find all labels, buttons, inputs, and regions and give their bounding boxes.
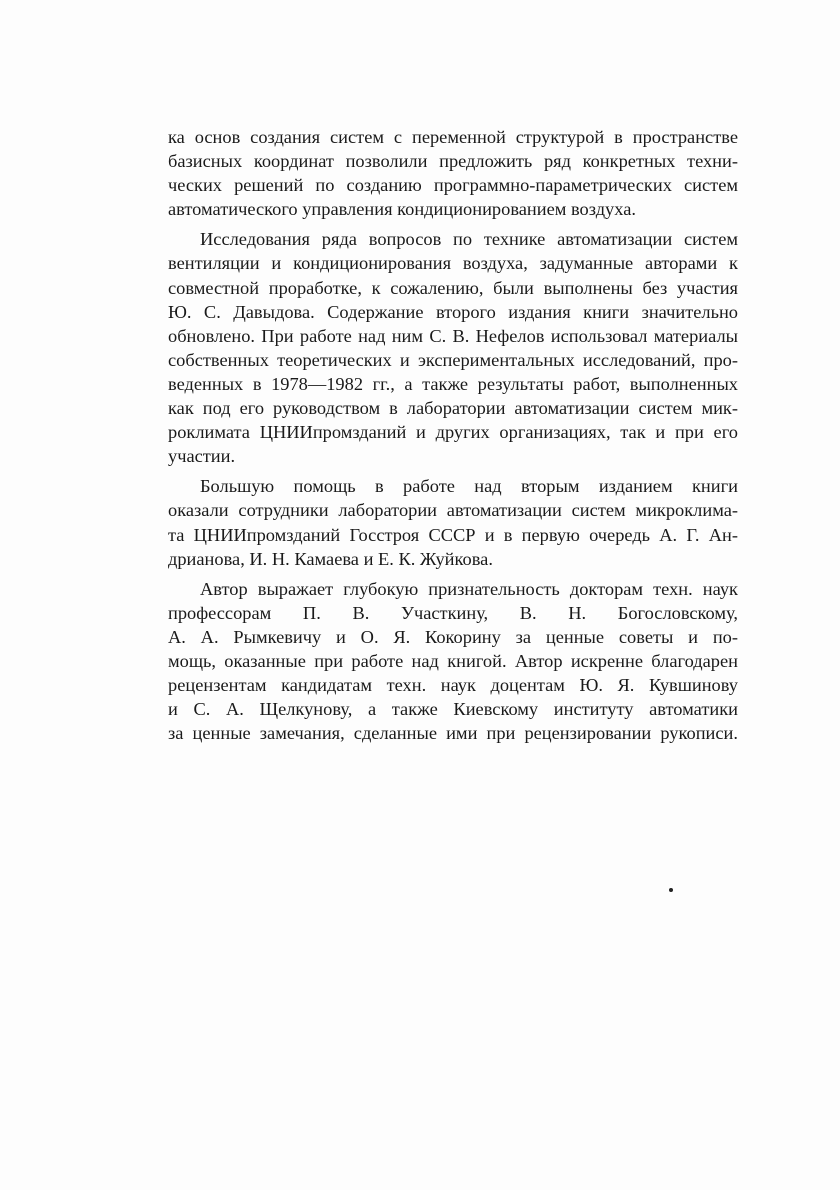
text-line: ка основ создания систем с переменной структурой в пространстве bbox=[168, 127, 738, 147]
text-line: ческих решений по созданию программно-параметрических систем bbox=[168, 175, 738, 196]
paragraph-2 bbox=[168, 227, 738, 468]
text-line: Исследования ряда вопросов по технике автоматизации систем bbox=[200, 229, 738, 250]
text-line: оказали сотрудники лаборатории автоматизации систем микроклима- bbox=[168, 500, 738, 521]
paragraph-3 bbox=[168, 474, 738, 570]
text-line: Автор выражает глубокую признательность докторам техн. наук bbox=[200, 578, 738, 599]
text-line: участии. bbox=[168, 446, 236, 467]
text-line: мощь, оказанные при работе над книгой. Автор искренне благодарен bbox=[168, 650, 738, 671]
text-line: профессорам П. В. Участкину, В. Н. Богословскому, bbox=[168, 602, 738, 623]
text-line: Большую помощь в работе над вторым изданием книги bbox=[200, 476, 738, 497]
text-line: веденных в 1978—1982 гг., а также результаты работ, выполненных bbox=[168, 373, 738, 394]
text-line: как под его руководством в лаборатории автоматизации систем мик- bbox=[168, 398, 738, 419]
text-line: Ю. С. Давыдова. Содержание второго издания книги значительно bbox=[168, 301, 738, 322]
text-line: собственных теоретических и экспериментальных исследований, про- bbox=[168, 349, 738, 370]
text-line: обновлено. При работе над ним С. В. Нефелов использовал материалы bbox=[168, 325, 738, 346]
text-line: вентиляции и кондиционирования воздуха, задуманные авторами к bbox=[168, 253, 738, 274]
paragraph-1 bbox=[168, 125, 738, 221]
text-line: автоматического управления кондиционированием воздуха. bbox=[168, 199, 636, 220]
body-text bbox=[168, 125, 738, 751]
text-line: роклимата ЦНИИпромзданий и других организациях, так и при его bbox=[168, 422, 738, 443]
text-line: та ЦНИИпромзданий Госстроя СССР и в первую очередь А. Г. Ан- bbox=[168, 524, 738, 545]
text-line: совместной проработке, к сожалению, были выполнены без участия bbox=[168, 277, 738, 298]
stray-dot-mark bbox=[669, 888, 673, 892]
text-line: базисных координат позволили предложить ряд конкретных техни- bbox=[168, 151, 738, 172]
text-line: и С. А. Щелкунову, а также Киевскому институту автоматики bbox=[168, 699, 738, 720]
text-line: рецензентам кандидатам техн. наук доцентам Ю. Я. Кувшинову bbox=[168, 675, 738, 696]
text-line: А. А. Рымкевичу и О. Я. Кокорину за ценные советы и по- bbox=[168, 626, 738, 647]
text-line: за ценные замечания, сделанные ими при рецензировании рукописи. bbox=[168, 723, 738, 744]
paragraph-4 bbox=[168, 577, 738, 746]
text-line: дрианова, И. Н. Камаева и Е. К. Жуйкова. bbox=[168, 548, 493, 569]
